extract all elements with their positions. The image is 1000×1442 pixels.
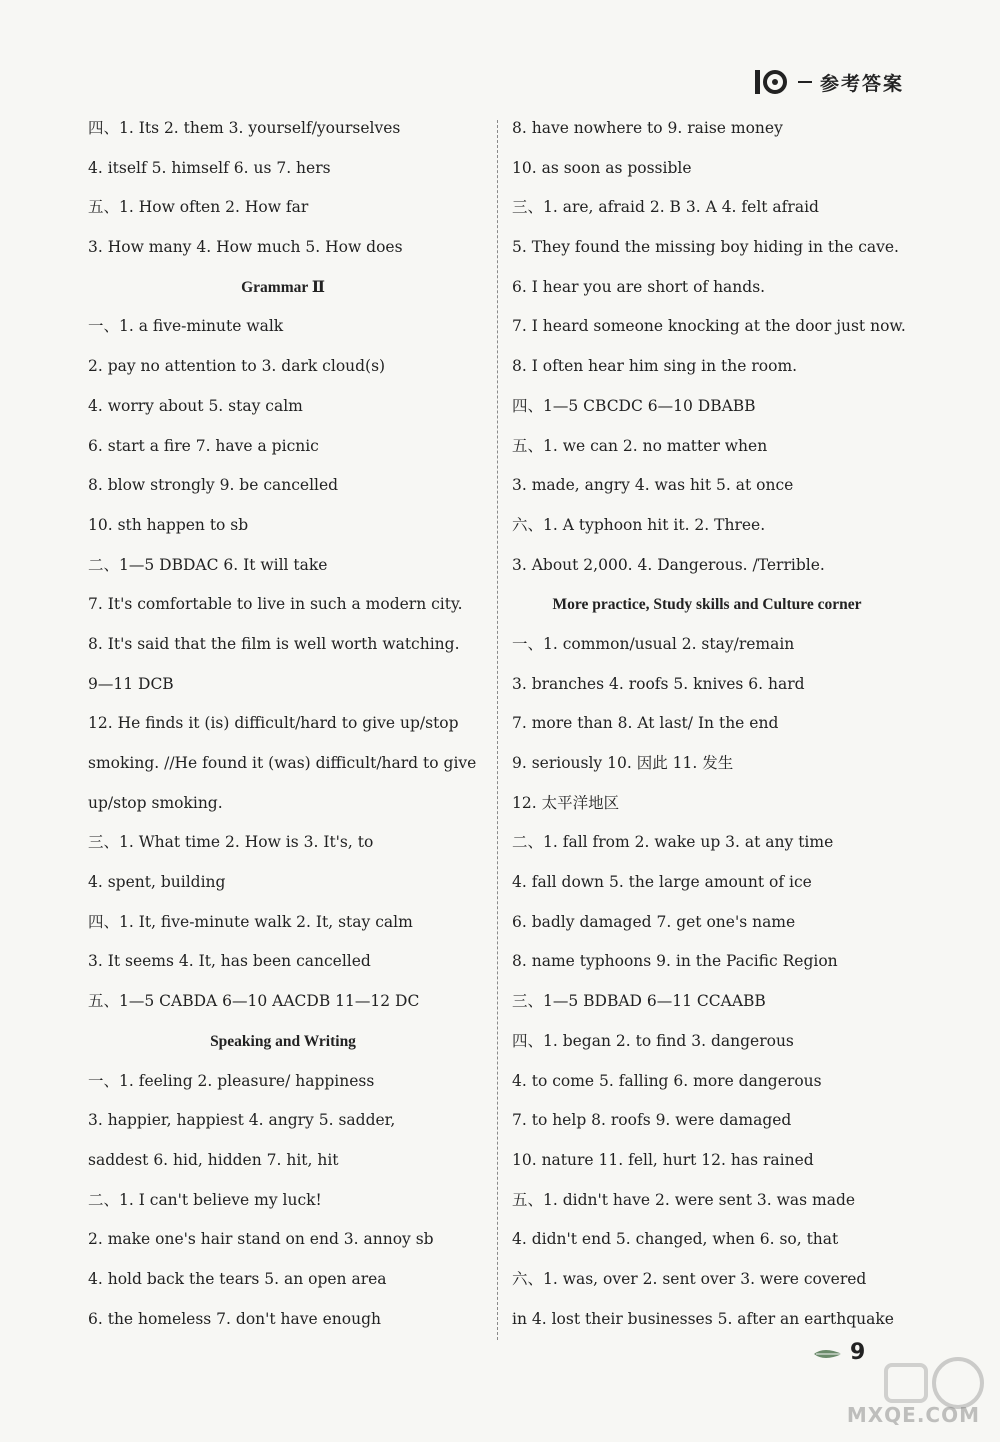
answer-line: 7. I heard someone knocking at the door just now. (512, 317, 906, 336)
left-answer-column (88, 109, 498, 1339)
right-answer-column (512, 109, 922, 1339)
answer-line: 4. didn't end 5. changed, when 6. so, that (512, 1230, 839, 1249)
answer-line: 六、1. A typhoon hit it. 2. Three. (512, 515, 766, 534)
ring-book-logo-icon (754, 68, 792, 96)
answer-line: 10. sth happen to sb (88, 515, 249, 534)
answer-line: 9. seriously 10. 因此 11. 发生 (512, 754, 734, 772)
answer-line: saddest 6. hid, hidden 7. hit, hit (88, 1150, 339, 1169)
answer-line: up/stop smoking. (88, 793, 223, 812)
answer-line: 2. pay no attention to 3. dark cloud(s) (88, 357, 386, 376)
answer-line: 2. make one's hair stand on end 3. annoy sb (88, 1230, 434, 1249)
watermark (846, 1355, 990, 1435)
answer-line: 3. How many 4. How much 5. How does (88, 238, 403, 257)
answer-line: 四、1—5 CBCDC 6—10 DBABB (512, 396, 756, 415)
answer-line: 12. He finds it (is) difficult/hard to give up/stop (88, 714, 459, 733)
leaf-ornament-icon (812, 1345, 846, 1363)
answer-line: 9—11 DCB (88, 674, 174, 693)
answer-line: 6. the homeless 7. don't have enough (88, 1309, 382, 1328)
answer-line: 3. made, angry 4. was hit 5. at once (512, 476, 794, 495)
answer-line: 五、1—5 CABDA 6—10 AACDB 11—12 DC (88, 992, 420, 1011)
answer-line: 8. have nowhere to 9. raise money (512, 119, 783, 137)
answer-line: 三、1—5 BDBAD 6—11 CCAABB (512, 992, 766, 1011)
answer-line: 8. I often hear him sing in the room. (512, 357, 798, 376)
answer-line: 4. itself 5. himself 6. us 7. hers (88, 158, 331, 177)
section-heading: More practice, Study skills and Culture corner (552, 596, 862, 614)
answer-line: 3. About 2,000. 4. Dangerous. /Terrible. (512, 555, 825, 574)
answer-line: 12. 太平洋地区 (512, 793, 620, 812)
answer-line: 4. spent, building (88, 873, 226, 892)
page-number: 9 (850, 1340, 866, 1365)
section-heading: Grammar Ⅱ (241, 278, 325, 296)
answer-line: 三、1. are, afraid 2. B 3. A 4. felt afraid (512, 198, 819, 217)
answer-line: 五、1. we can 2. no matter when (512, 436, 768, 455)
answer-line: 一、1. a five-minute walk (88, 317, 284, 336)
answer-line: 6. I hear you are short of hands. (512, 277, 766, 296)
page-header (754, 66, 904, 98)
section-heading: Speaking and Writing (210, 1032, 356, 1050)
answer-line: in 4. lost their businesses 5. after an earthquake (512, 1309, 894, 1328)
answer-line: 三、1. What time 2. How is 3. It's, to (88, 833, 374, 852)
answer-line: 3. happier, happiest 4. angry 5. sadder, (88, 1111, 396, 1130)
answer-line: 二、1. fall from 2. wake up 3. at any time (512, 833, 834, 852)
answer-line: 10. nature 11. fell, hurt 12. has rained (512, 1150, 814, 1169)
answer-line: 10. as soon as possible (512, 158, 692, 177)
answer-line: 4. hold back the tears 5. an open area (88, 1269, 387, 1288)
answer-line: smoking. //He found it (was) difficult/hard to give (88, 754, 477, 772)
answer-line: 一、1. common/usual 2. stay/remain (512, 634, 795, 653)
page-header-title: 参考答案 (819, 72, 904, 95)
answer-line: 7. to help 8. roofs 9. were damaged (512, 1111, 792, 1130)
answer-line: 五、1. How often 2. How far (88, 198, 309, 217)
header-dash (798, 81, 812, 83)
answer-line: 4. to come 5. falling 6. more dangerous (512, 1071, 822, 1090)
answer-line: 二、1. I can't believe my luck! (88, 1190, 322, 1209)
answer-line: 四、1. began 2. to find 3. dangerous (512, 1031, 794, 1050)
answer-line: 6. start a fire 7. have a picnic (88, 436, 319, 455)
answer-line: 4. fall down 5. the large amount of ice (512, 873, 812, 892)
answer-line: 四、1. It, five-minute walk 2. It, stay calm (88, 912, 413, 931)
answer-line: 4. worry about 5. stay calm (88, 396, 303, 415)
answer-line: 3. It seems 4. It, has been cancelled (88, 952, 371, 971)
watermark-text: MXQE.COM (846, 1403, 980, 1427)
answer-line: 5. They found the missing boy hiding in the cave. (512, 238, 899, 257)
answer-line: 8. It's said that the film is well worth watching. (88, 634, 460, 653)
answer-line: 7. more than 8. At last/ In the end (512, 714, 779, 733)
answer-line: 二、1—5 DBDAC 6. It will take (88, 555, 328, 574)
column-divider (497, 120, 498, 1340)
answer-line: 3. branches 4. roofs 5. knives 6. hard (512, 674, 805, 693)
answer-line: 四、1. Its 2. them 3. yourself/yourselves (88, 119, 401, 137)
answer-line: 8. name typhoons 9. in the Pacific Region (512, 952, 838, 971)
answer-line: 六、1. was, over 2. sent over 3. were covered (512, 1269, 867, 1288)
answer-line: 五、1. didn't have 2. were sent 3. was made (512, 1190, 856, 1209)
answer-line: 6. badly damaged 7. get one's name (512, 912, 796, 931)
answer-line: 8. blow strongly 9. be cancelled (88, 476, 339, 495)
answer-line: 7. It's comfortable to live in such a modern city. (88, 595, 463, 614)
answer-line: 一、1. feeling 2. pleasure/ happiness (88, 1071, 375, 1090)
